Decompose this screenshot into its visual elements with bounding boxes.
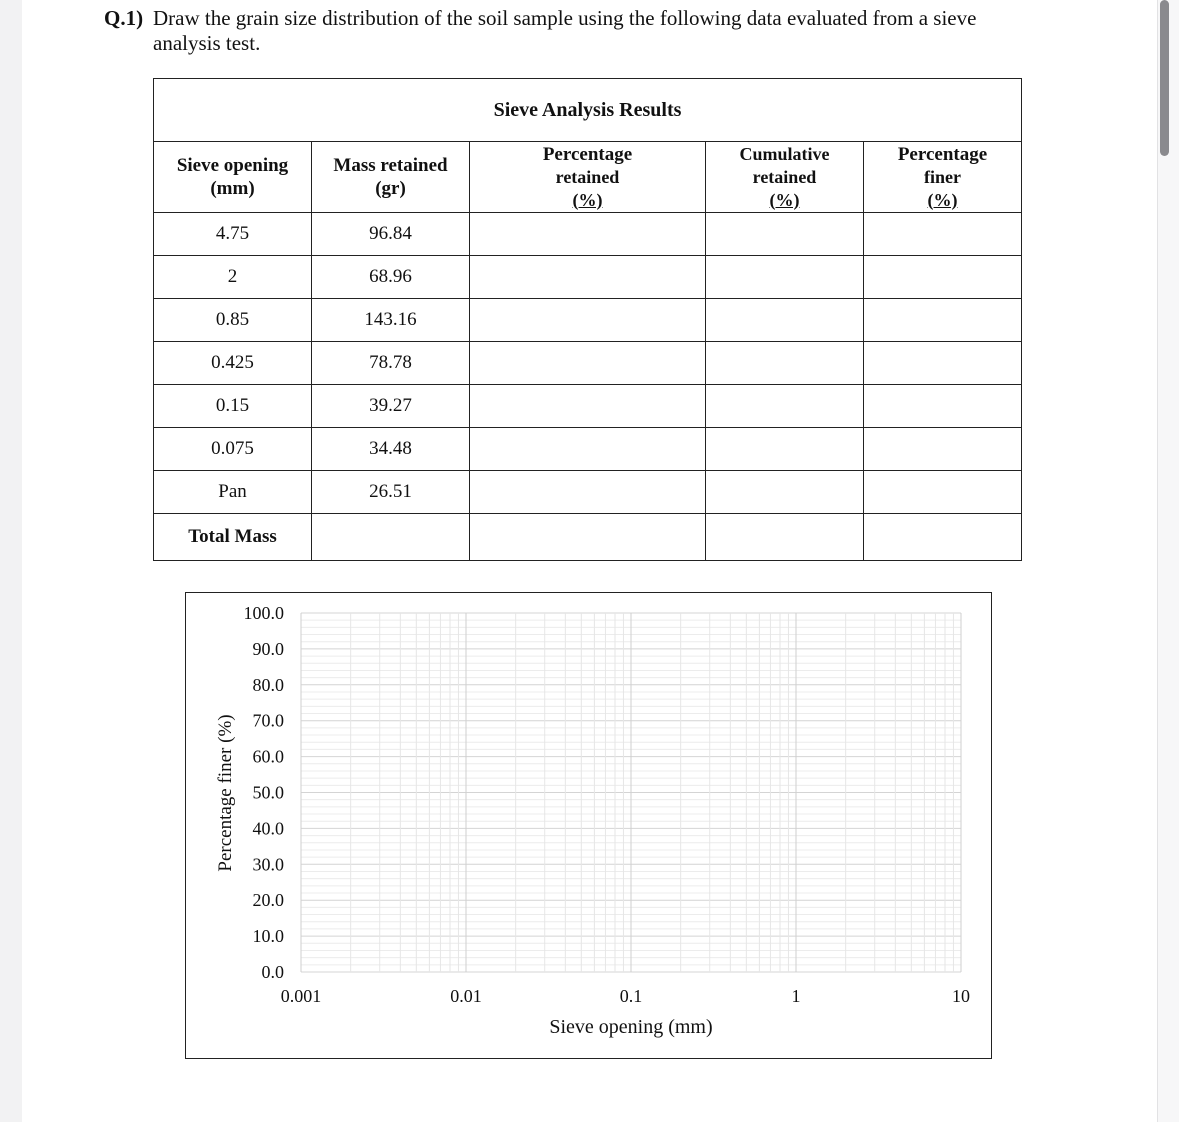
y-tick-label: 100.0 [243,603,284,623]
cell-percentage-retained [470,256,706,299]
cell-sieve-opening: 0.15 [154,385,312,428]
y-tick-label: 80.0 [252,674,284,695]
y-tick-label: 60.0 [252,746,284,767]
cell-cumulative-retained [706,256,864,299]
y-tick-label: 40.0 [252,818,284,839]
cell-mass-retained: 96.84 [312,213,470,256]
cell-sieve-opening: 2 [154,256,312,299]
header-line: Percentage [897,143,988,165]
cell-total-empty [706,514,864,561]
table-row [154,299,1022,342]
table-row [154,342,1022,385]
table-row [154,428,1022,471]
grain-size-chart [185,592,992,1059]
x-tick-label: 0.01 [450,986,482,1006]
x-tick-labels [281,986,970,1006]
cell-cumulative-retained [706,342,864,385]
header-line: (%) [927,189,958,210]
question-text-line-2: analysis test. [153,31,261,55]
y-tick-label: 20.0 [252,890,284,911]
header-line: (%) [769,189,800,210]
y-tick-label: 50.0 [252,782,284,803]
cell-mass-retained: 39.27 [312,385,470,428]
cell-total-empty [470,514,706,561]
cell-sieve-opening: 0.85 [154,299,312,342]
scrollbar-thumb[interactable] [1160,0,1169,156]
cell-percentage-retained [470,471,706,514]
cell-total-empty [864,514,1022,561]
cell-mass-retained: 34.48 [312,428,470,471]
table-row [154,256,1022,299]
cell-percentage-retained [470,342,706,385]
cell-percentage-finer [864,213,1022,256]
header-percentage-retained [470,142,706,213]
cell-percentage-retained [470,385,706,428]
table-row [154,471,1022,514]
header-line: (mm) [210,178,255,199]
header-line: finer [924,166,961,187]
cell-percentage-finer [864,299,1022,342]
header-line: Cumulative [739,143,830,164]
cell-mass-retained: 68.96 [312,256,470,299]
cell-percentage-retained [470,428,706,471]
y-axis-label: Percentage finer (%) [215,714,236,872]
sieve-analysis-table [153,78,1022,561]
header-cumulative-retained [706,142,864,213]
cell-cumulative-retained [706,385,864,428]
header-line: retained [555,166,620,187]
header-line: (%) [572,189,603,210]
x-axis-label: Sieve opening (mm) [549,1016,713,1038]
cell-percentage-finer [864,428,1022,471]
cell-cumulative-retained [706,471,864,514]
cell-sieve-opening: 0.075 [154,428,312,471]
cell-sieve-opening: 0.425 [154,342,312,385]
cell-percentage-finer [864,342,1022,385]
cell-cumulative-retained [706,213,864,256]
chart-grid [301,613,961,972]
header-mass-retained [312,142,470,213]
chart-canvas [186,593,991,1058]
header-line: Sieve opening [176,155,289,176]
header-line: Mass retained [333,155,448,176]
header-percentage-finer [864,142,1022,213]
cell-sieve-opening: 4.75 [154,213,312,256]
header-line: (gr) [375,178,406,199]
table-total-row [154,514,1022,561]
table-row [154,385,1022,428]
cell-mass-retained: 26.51 [312,471,470,514]
cell-percentage-finer [864,385,1022,428]
header-line: retained [752,166,817,187]
cell-cumulative-retained [706,299,864,342]
y-tick-label: 10.0 [252,926,284,947]
question-text [153,6,1053,56]
x-tick-label: 0.001 [280,986,322,1006]
y-tick-label: 70.0 [252,710,284,731]
question-text-line-1: Draw the grain size distribution of the soil sample using the following data evaluated from a sieve [153,6,977,30]
x-tick-label: 0.1 [619,986,643,1006]
scrollbar-track[interactable] [1157,0,1179,1122]
cell-percentage-retained [470,299,706,342]
table-caption: Sieve Analysis Results [154,79,1022,142]
header-line: Percentage [542,143,633,165]
question-number: Q.1) [104,6,144,30]
total-mass-label: Total Mass [154,514,312,561]
cell-cumulative-retained [706,428,864,471]
header-sieve-opening [154,142,312,213]
cell-mass-retained: 78.78 [312,342,470,385]
cell-percentage-finer [864,256,1022,299]
table-row [154,213,1022,256]
y-tick-label: 90.0 [252,638,284,659]
cell-sieve-opening: Pan [154,471,312,514]
cell-mass-retained: 143.16 [312,299,470,342]
x-tick-label: 1 [791,986,801,1006]
cell-percentage-finer [864,471,1022,514]
x-tick-label: 10 [952,986,970,1006]
y-tick-labels [244,603,285,982]
cell-total-mass [312,514,470,561]
cell-percentage-retained [470,213,706,256]
y-tick-label: 30.0 [252,854,284,875]
y-tick-label: 0.0 [261,962,284,982]
table-header-row [154,142,1022,213]
